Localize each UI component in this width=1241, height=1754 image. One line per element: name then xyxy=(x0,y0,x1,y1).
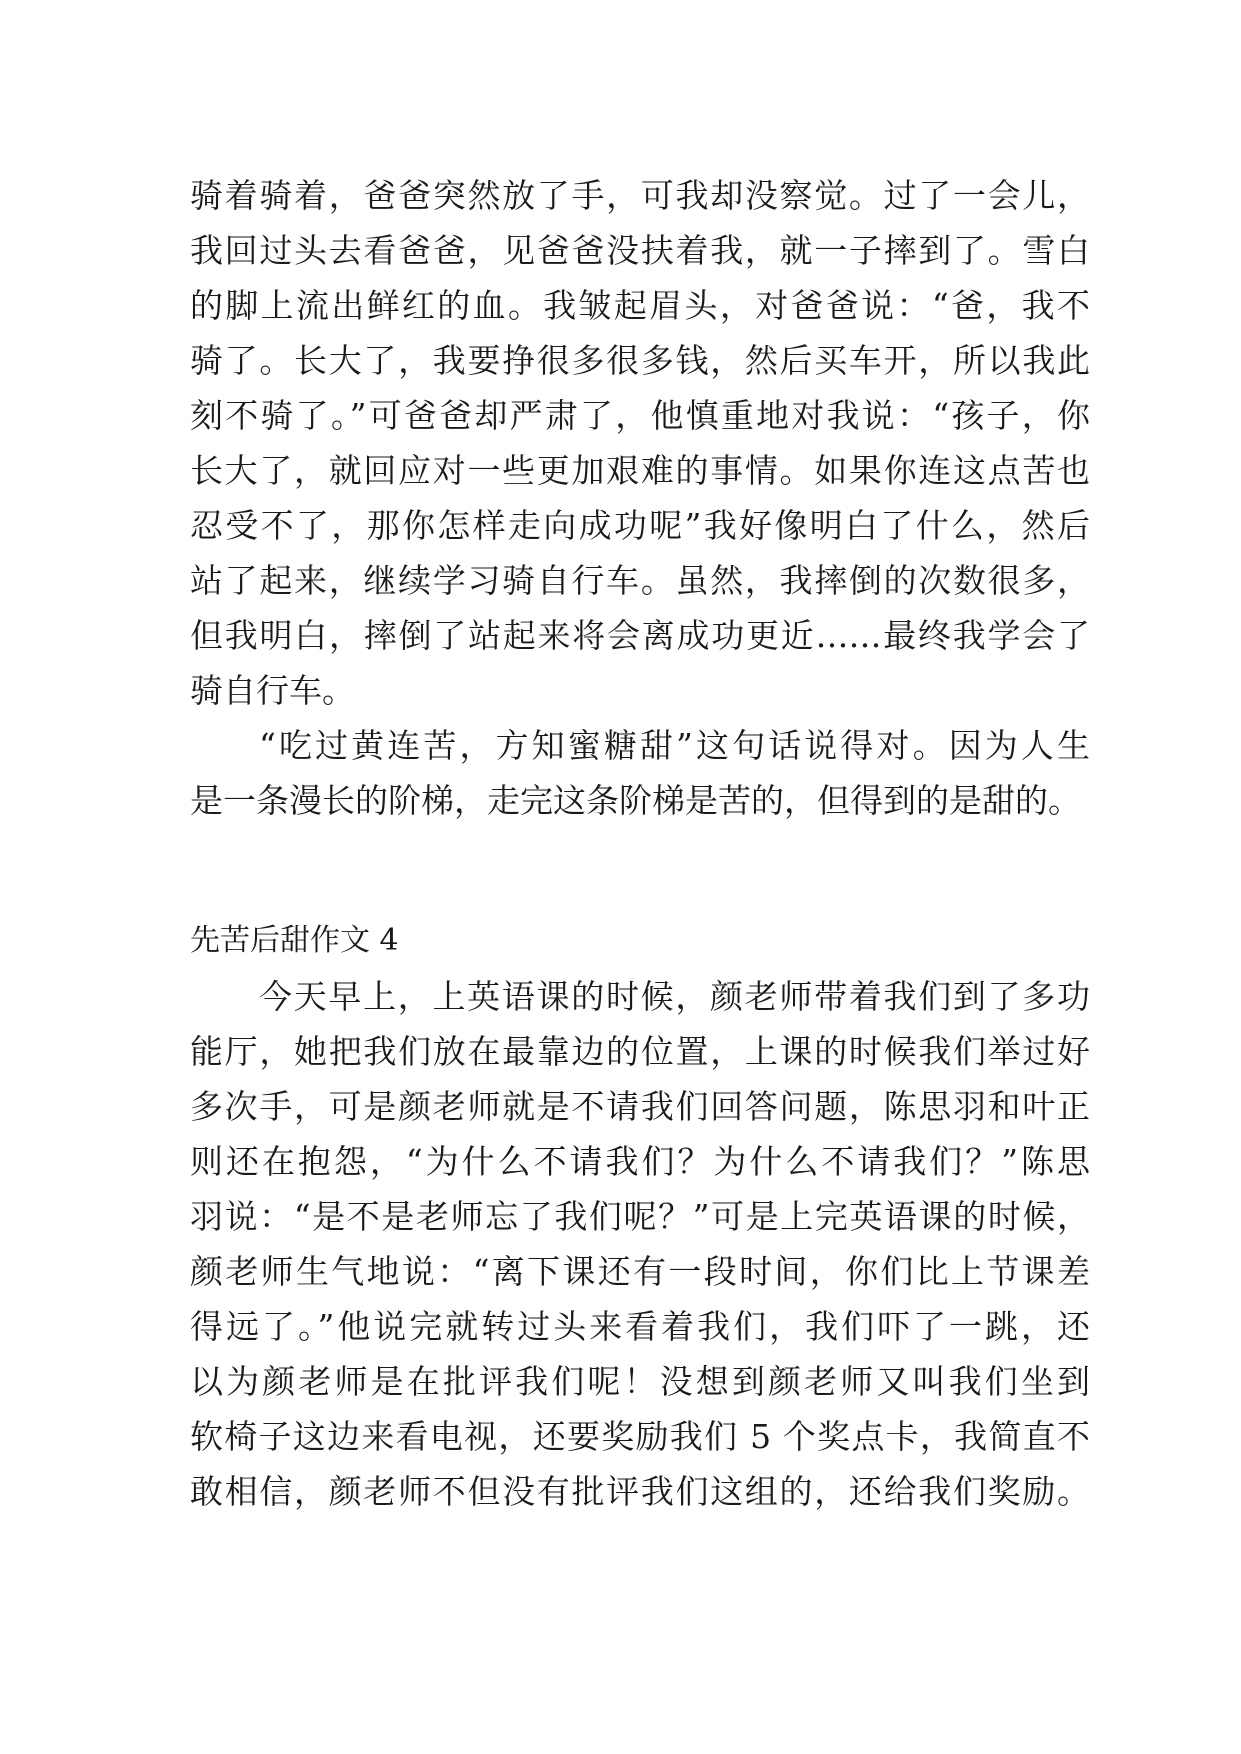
paragraph-line: 羽说：“是不是老师忘了我们呢？”可是上完英语课的时候， xyxy=(190,1197,1090,1236)
paragraph-line: 刻不骑了。”可爸爸却严肃了，他慎重地对我说：“孩子，你 xyxy=(190,396,1090,435)
paragraph-line: 骑着骑着，爸爸突然放了手，可我却没察觉。过了一会儿， xyxy=(190,176,1090,215)
paragraph-line: 我回过头去看爸爸，见爸爸没扶着我，就一子摔到了。雪白 xyxy=(190,231,1090,270)
paragraph-line: 敢相信，颜老师不但没有批评我们这组的，还给我们奖励。 xyxy=(190,1472,1090,1511)
paragraph-line: 则还在抱怨，“为什么不请我们？为什么不请我们？”陈思 xyxy=(190,1142,1090,1181)
paragraph-line: 是一条漫长的阶梯，走完这条阶梯是苦的，但得到的是甜的。 xyxy=(190,781,1081,820)
paragraph-line: 今天早上，上英语课的时候，颜老师带着我们到了多功 xyxy=(259,977,1090,1016)
paragraph-line: 能厅，她把我们放在最靠边的位置，上课的时候我们举过好 xyxy=(190,1032,1090,1071)
paragraph-line: 以为颜老师是在批评我们呢！没想到颜老师又叫我们坐到 xyxy=(190,1362,1090,1401)
paragraph-line: 骑了。长大了，我要挣很多很多钱，然后买车开，所以我此 xyxy=(190,341,1090,380)
paragraph-line: 长大了，就回应对一些更加艰难的事情。如果你连这点苦也 xyxy=(190,451,1090,490)
paragraph-line: 颜老师生气地说：“离下课还有一段时间，你们比上节课差 xyxy=(190,1252,1090,1291)
paragraph-line: “吃过黄连苦，方知蜜糖甜”这句话说得对。因为人生 xyxy=(259,726,1090,765)
paragraph-line: 站了起来，继续学习骑自行车。虽然，我摔倒的次数很多， xyxy=(190,561,1090,600)
paragraph-line: 多次手，可是颜老师就是不请我们回答问题，陈思羽和叶正 xyxy=(190,1087,1090,1126)
paragraph-line: 忍受不了，那你怎样走向成功呢”我好像明白了什么，然后 xyxy=(190,506,1090,545)
paragraph-line: 骑自行车。 xyxy=(190,671,355,710)
paragraph-line: 得远了。”他说完就转过头来看着我们，我们吓了一跳，还 xyxy=(190,1307,1090,1346)
section-title: 先苦后甜作文 4 xyxy=(190,923,399,958)
paragraph-line: 软椅子这边来看电视，还要奖励我们 5 个奖点卡，我简直不 xyxy=(190,1417,1090,1456)
paragraph-line: 但我明白，摔倒了站起来将会离成功更近……最终我学会了 xyxy=(190,616,1090,655)
paragraph-line: 的脚上流出鲜红的血。我皱起眉头，对爸爸说：“爸，我不 xyxy=(190,286,1090,325)
